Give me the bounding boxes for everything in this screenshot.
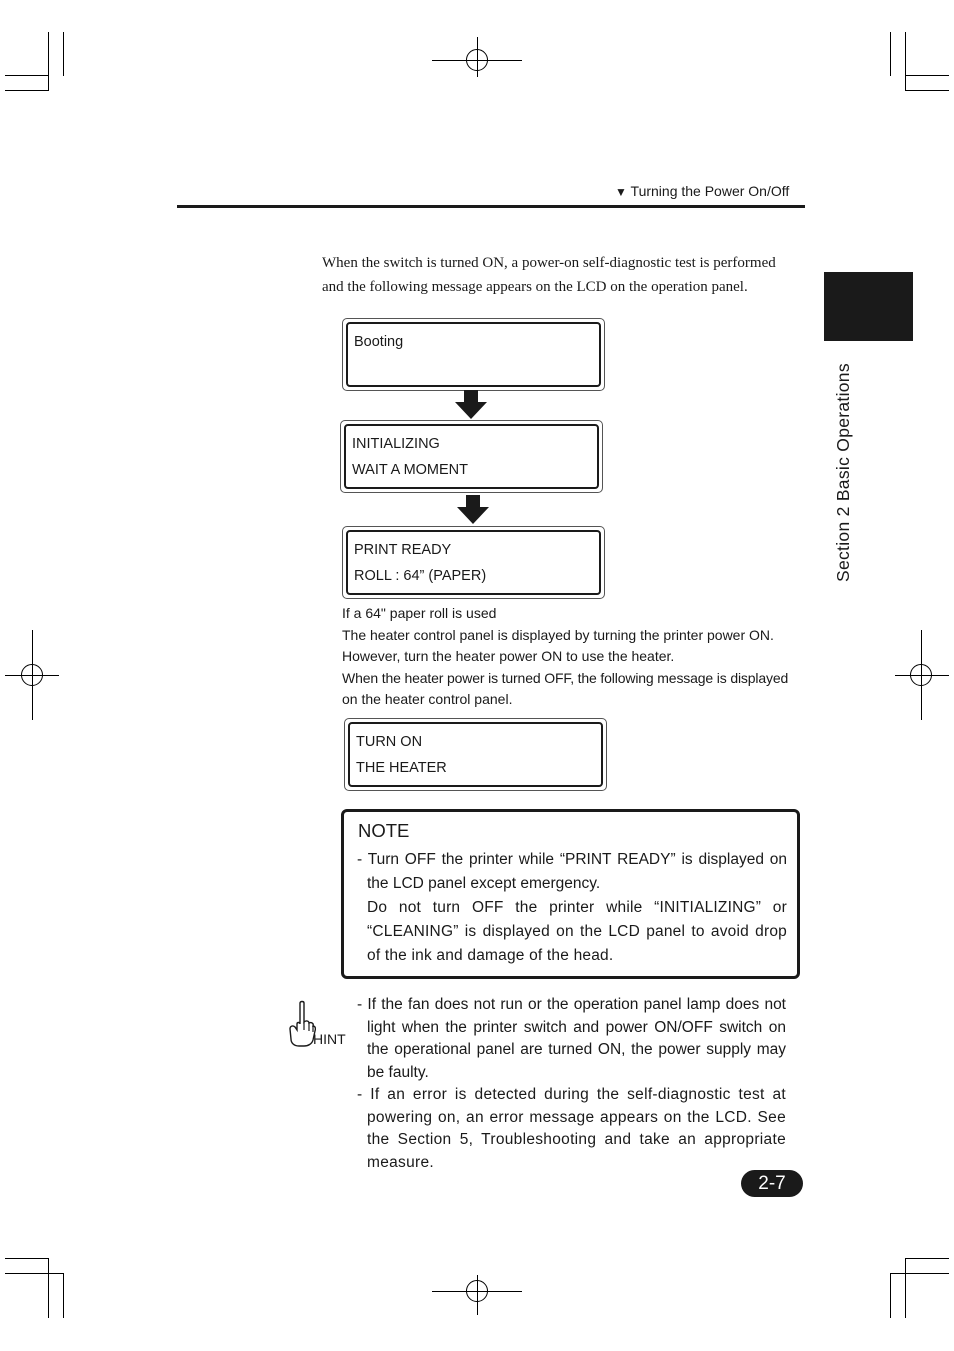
caption-line: on the heater control panel. bbox=[342, 691, 513, 707]
caption-line: If a 64" paper roll is used bbox=[342, 605, 497, 621]
running-header bbox=[615, 183, 789, 199]
lcd-line: INITIALIZING bbox=[352, 436, 440, 452]
lcd-line: Booting bbox=[354, 334, 404, 350]
lcd-line: WAIT A MOMENT bbox=[352, 462, 469, 478]
caption-line: The heater control panel is displayed by turning the printer power ON. bbox=[342, 626, 774, 643]
lcd-screen-initializing bbox=[340, 420, 603, 493]
intro-line: and the following message appears on the LCD on the operation panel. bbox=[322, 279, 748, 295]
lcd-screen-print-ready bbox=[342, 526, 605, 599]
arrow-down-icon bbox=[457, 495, 489, 524]
triangle-marker-icon: ▼ bbox=[615, 185, 627, 199]
hand-pointer-icon bbox=[288, 1000, 316, 1048]
caption-line: When the heater power is turned OFF, the following message is displayed bbox=[342, 669, 789, 686]
intro-paragraph bbox=[322, 251, 776, 299]
note-paragraph: - Turn OFF the printer while “PRINT READY” is displayed on the LCD panel except emergency. bbox=[357, 851, 787, 892]
lcd-screen-heater bbox=[344, 718, 607, 791]
note-body bbox=[357, 848, 787, 968]
note-title: NOTE bbox=[358, 820, 410, 841]
lcd-line: THE HEATER bbox=[356, 760, 447, 776]
header-rule bbox=[177, 205, 805, 208]
caption-line: However, turn the heater power ON to use the heater. bbox=[342, 648, 675, 664]
hint-paragraph: - If the fan does not run or the operation panel lamp does not light when the printer switch and power ON/OFF switch on the operational panel are turned ON, the power supply may be faulty. bbox=[357, 996, 786, 1081]
lcd-screen-booting bbox=[342, 318, 605, 391]
lcd-line: PRINT READY bbox=[354, 542, 452, 558]
hint-paragraph: - If an error is detected during the self-diagnostic test at powering on, an error message appears on the LCD. See the Section 5, Troubleshooting and take an appropriate measure. bbox=[357, 1086, 786, 1171]
section-label: Section 2 Basic Operations bbox=[833, 363, 853, 582]
caption-block bbox=[342, 603, 788, 711]
intro-line: When the switch is turned ON, a power-on self-diagnostic test is performed bbox=[322, 255, 776, 271]
lcd-line: ROLL : 64” (PAPER) bbox=[354, 568, 487, 584]
hint-body bbox=[357, 994, 786, 1174]
lcd-line: TURN ON bbox=[356, 734, 423, 750]
page-number: 2-7 bbox=[741, 1170, 803, 1197]
section-tab bbox=[824, 272, 913, 341]
note-paragraph: Do not turn OFF the printer while “INITIALIZING” or “CLEANING” is displayed on the LCD panel to avoid drop of the ink and damage of the head. bbox=[367, 899, 787, 964]
header-title: Turning the Power On/Off bbox=[630, 183, 790, 199]
hint-label: HINT bbox=[313, 1031, 346, 1047]
arrow-down-icon bbox=[455, 390, 487, 419]
